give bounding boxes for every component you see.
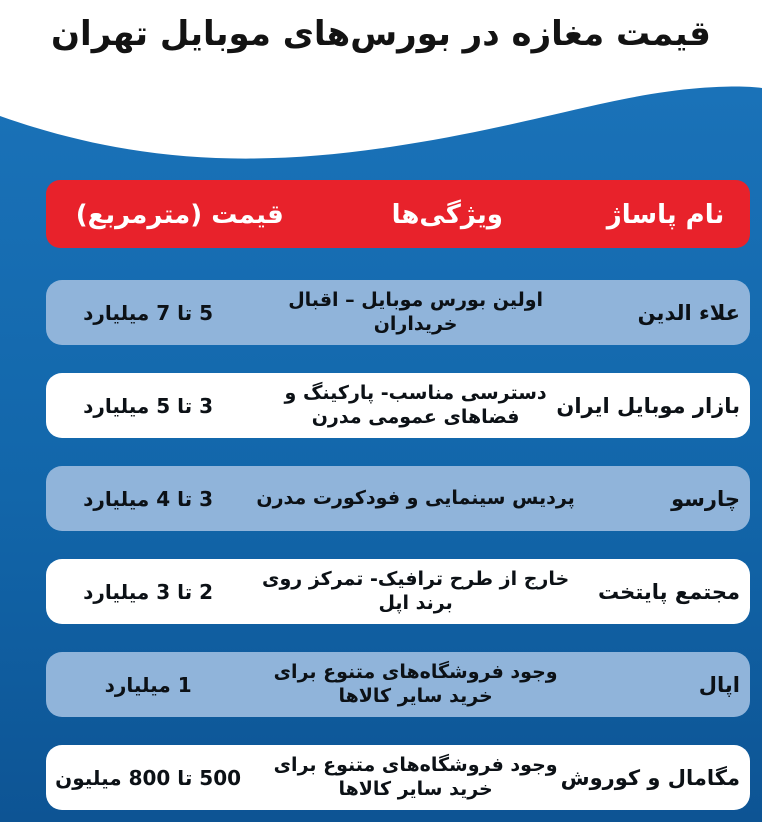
cell-features: دسترسی مناسب- پارکینگ و فضاهای عمومی مدرن [284,381,547,428]
table-row [46,466,750,531]
cell-features: وجود فروشگاه‌های متنوع برای خرید سایر کالاها [273,660,558,707]
cell-mall-name: علاء الدین [637,300,740,325]
table-row [46,280,750,345]
cell-price: 1 میلیارد [104,672,192,697]
header-cell-price: قیمت (مترمربع) [75,200,284,230]
cell-features: پردیس سینمایی و فودکورت مدرن [256,486,575,509]
cell-price: 3 تا 4 میلیارد [83,486,214,511]
cell-price: 3 تا 5 میلیارد [83,393,214,418]
cell-features: خارج از طرح ترافیک- تمرکز روی برند اپل [262,567,570,614]
cell-mall-name: اپال [698,672,740,697]
cell-mall-name: مجتمع پایتخت [597,579,740,604]
cell-mall-name: چارسو [671,486,740,511]
table-body [46,280,750,810]
table-row [46,652,750,717]
cell-features: اولین بورس موبایل – اقبال خریداران [288,288,544,335]
cell-mall-name: بازار موبایل ایران [556,393,740,418]
cell-price: 2 تا 3 میلیارد [83,579,214,604]
table-row [46,559,750,624]
cell-price: 500 تا 800 میلیون [55,765,242,790]
cell-price: 5 تا 7 میلیارد [83,300,214,325]
cell-mall-name: مگامال و کوروش [560,765,740,790]
table-row [46,745,750,810]
table-header-row [46,180,750,248]
header-cell-name: نام پاساژ [606,200,725,230]
price-table [46,180,750,810]
page-title: قیمت مغازه در بورس‌های موبایل تهران [51,14,711,54]
cell-features: وجود فروشگاه‌های متنوع برای خرید سایر کالاها [273,753,558,800]
table-row [46,373,750,438]
header-cell-features: ویژگی‌ها [391,200,503,230]
